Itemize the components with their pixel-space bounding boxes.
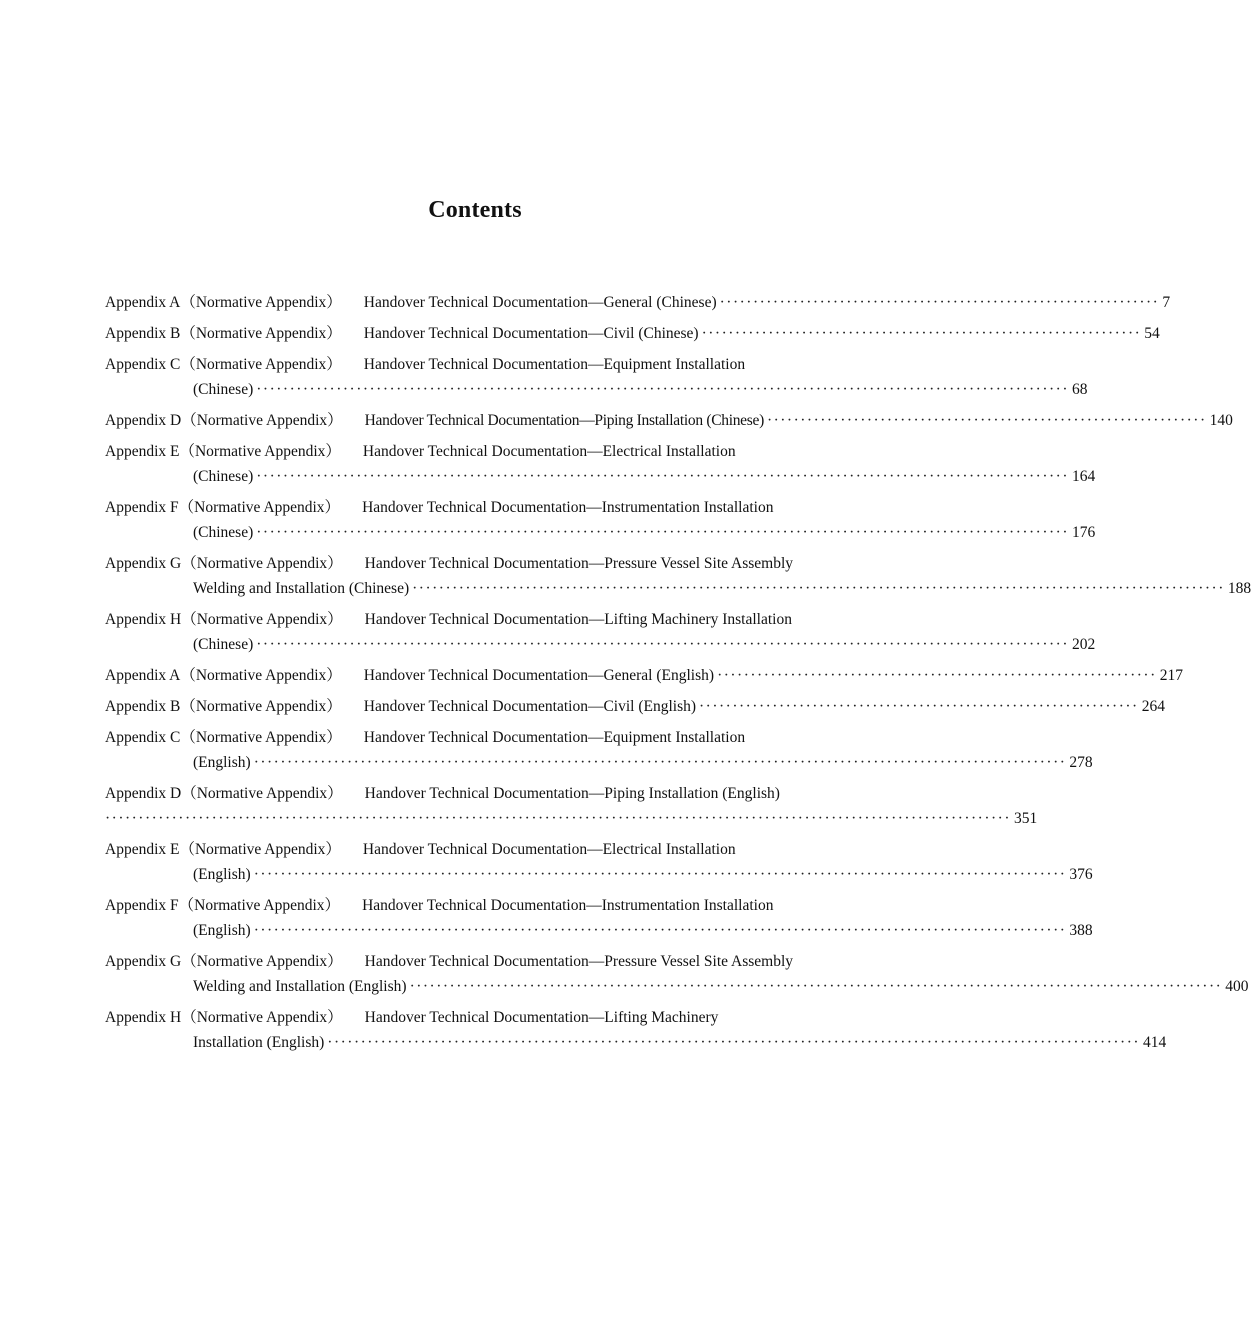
toc-label: Appendix E: [105, 443, 180, 460]
dot-leader: ··························································································································: [256, 524, 1069, 541]
toc-page-number: 164: [1071, 468, 1096, 485]
toc-text-continued: (English): [193, 866, 251, 883]
toc-label: Appendix D: [105, 412, 182, 429]
toc-entry[interactable]: [105, 290, 1171, 315]
toc-text-continued: Installation (English): [193, 1034, 325, 1051]
toc-page-number: 217: [1159, 667, 1183, 684]
toc-paren: （Normative Appendix）: [181, 953, 343, 970]
toc-label: Appendix F: [105, 499, 179, 516]
toc-text: Handover Technical Documentation—Piping Installation (English): [364, 785, 780, 802]
toc-entry[interactable]: [105, 352, 1088, 402]
toc-entry[interactable]: [105, 607, 1096, 657]
toc-text: Handover Technical Documentation—Electrical Installation: [362, 841, 736, 858]
toc-label: Appendix H: [105, 611, 182, 628]
toc-label: Appendix C: [105, 729, 181, 746]
dot-leader: ··························································································································: [409, 978, 1223, 995]
toc-page-number: 278: [1069, 754, 1093, 771]
dot-leader: ··························································································································: [327, 1034, 1141, 1051]
toc-paren: （Normative Appendix）: [181, 555, 343, 572]
toc-paren: （Normative Appendix）: [180, 294, 342, 311]
toc-paren: （Normative Appendix）: [178, 897, 341, 914]
dot-leader: ··································································: [699, 698, 1139, 715]
toc-page-number: 140: [1209, 412, 1233, 429]
toc-entry[interactable]: [105, 495, 1096, 545]
toc-text: Handover Technical Documentation—Instrumentation Installation: [362, 499, 774, 516]
toc-label: Appendix E: [105, 841, 180, 858]
toc-page-number: 54: [1144, 325, 1160, 342]
toc-label: Appendix D: [105, 785, 182, 802]
toc-paren: （Normative Appendix）: [178, 499, 341, 516]
toc-page-number: 202: [1071, 636, 1096, 653]
toc-text: Handover Technical Documentation—Instrumentation Installation: [362, 897, 774, 914]
toc-paren: （Normative Appendix）: [181, 412, 343, 429]
toc-text-continued: (Chinese): [193, 381, 254, 398]
toc-text-continued: (Chinese): [193, 524, 254, 541]
toc-text-continued: Welding and Installation (English): [193, 978, 407, 995]
toc-entry[interactable]: [105, 408, 1233, 433]
toc-entry[interactable]: [105, 694, 1165, 719]
dot-leader: ··························································································································: [256, 636, 1069, 653]
toc-label: Appendix B: [105, 325, 181, 342]
toc-page-number: 188: [1227, 580, 1251, 597]
toc-text: Handover Technical Documentation—Pressure Vessel Site Assembly: [364, 555, 794, 572]
toc-text-continued: (English): [193, 922, 251, 939]
dot-leader: ··································································: [766, 412, 1207, 429]
dot-leader: ··························································································································: [253, 754, 1067, 771]
toc-entry[interactable]: [105, 439, 1096, 489]
dot-leader: ··························································································································: [412, 580, 1225, 597]
dot-leader: ··························································································································: [253, 866, 1067, 883]
toc-page-number: 264: [1141, 698, 1165, 715]
toc-paren: （Normative Appendix）: [181, 785, 343, 802]
toc-page-number: 7: [1162, 294, 1171, 311]
dot-leader: ··································································: [701, 325, 1142, 342]
toc-text: Handover Technical Documentation—Piping Installation (Chinese): [364, 412, 764, 429]
toc-text-continued: (Chinese): [193, 468, 254, 485]
toc-label: Appendix H: [105, 1009, 182, 1026]
toc-text: Handover Technical Documentation—Civil (English): [363, 698, 697, 715]
toc-label: Appendix A: [105, 667, 181, 684]
toc-paren: （Normative Appendix）: [180, 729, 342, 746]
toc-entry[interactable]: [105, 781, 1038, 831]
toc-text-continued: (English): [193, 754, 251, 771]
dot-leader: ········································································································································: [105, 810, 1011, 827]
dot-leader: ··························································································································: [256, 468, 1069, 485]
toc-page-number: 376: [1069, 866, 1093, 883]
toc-label: Appendix A: [105, 294, 181, 311]
toc-page-number: 400: [1225, 978, 1249, 995]
toc-text: Handover Technical Documentation—Lifting Machinery Installation: [364, 611, 792, 628]
page-title: Contents: [428, 197, 522, 223]
toc-entry[interactable]: [105, 949, 1249, 999]
dot-leader: ··································································: [717, 667, 1157, 684]
toc-text: Handover Technical Documentation—Civil (Chinese): [363, 325, 699, 342]
toc-text: Handover Technical Documentation—Equipment Installation: [363, 729, 746, 746]
toc-text-continued: (Chinese): [193, 636, 254, 653]
toc-page-number: 388: [1069, 922, 1093, 939]
toc-paren: （Normative Appendix）: [181, 611, 343, 628]
toc-text: Handover Technical Documentation—Electrical Installation: [362, 443, 736, 460]
table-of-contents: [105, 290, 1251, 1061]
toc-page-number: 351: [1013, 810, 1038, 827]
toc-text-continued: Welding and Installation (Chinese): [193, 580, 410, 597]
toc-text: Handover Technical Documentation—Pressure Vessel Site Assembly: [364, 953, 794, 970]
toc-paren: （Normative Appendix）: [181, 1009, 343, 1026]
toc-label: Appendix B: [105, 698, 181, 715]
dot-leader: ··························································································································: [256, 381, 1069, 398]
toc-paren: （Normative Appendix）: [180, 698, 342, 715]
toc-entry[interactable]: [105, 837, 1093, 887]
toc-page-number: 68: [1071, 381, 1088, 398]
toc-paren: （Normative Appendix）: [180, 356, 342, 373]
toc-text: Handover Technical Documentation—Lifting Machinery: [364, 1009, 719, 1026]
toc-paren: （Normative Appendix）: [180, 325, 342, 342]
toc-text: Handover Technical Documentation—General (Chinese): [363, 294, 717, 311]
toc-text: Handover Technical Documentation—General (English): [363, 667, 715, 684]
toc-paren: （Normative Appendix）: [180, 667, 342, 684]
toc-entry[interactable]: [105, 893, 1093, 943]
toc-entry[interactable]: [105, 321, 1160, 346]
toc-label: Appendix C: [105, 356, 181, 373]
toc-label: Appendix G: [105, 953, 182, 970]
toc-page-number: 414: [1143, 1034, 1167, 1051]
toc-label: Appendix F: [105, 897, 179, 914]
toc-text: Handover Technical Documentation—Equipment Installation: [363, 356, 746, 373]
dot-leader: ··································································: [719, 294, 1160, 311]
toc-label: Appendix G: [105, 555, 182, 572]
toc-entry[interactable]: [105, 663, 1183, 688]
toc-entry[interactable]: [105, 551, 1251, 601]
toc-page-number: 176: [1071, 524, 1096, 541]
toc-paren: （Normative Appendix）: [179, 841, 341, 858]
toc-entry[interactable]: [105, 725, 1093, 775]
toc-entry[interactable]: [105, 1005, 1167, 1055]
toc-paren: （Normative Appendix）: [179, 443, 341, 460]
dot-leader: ··························································································································: [253, 922, 1067, 939]
